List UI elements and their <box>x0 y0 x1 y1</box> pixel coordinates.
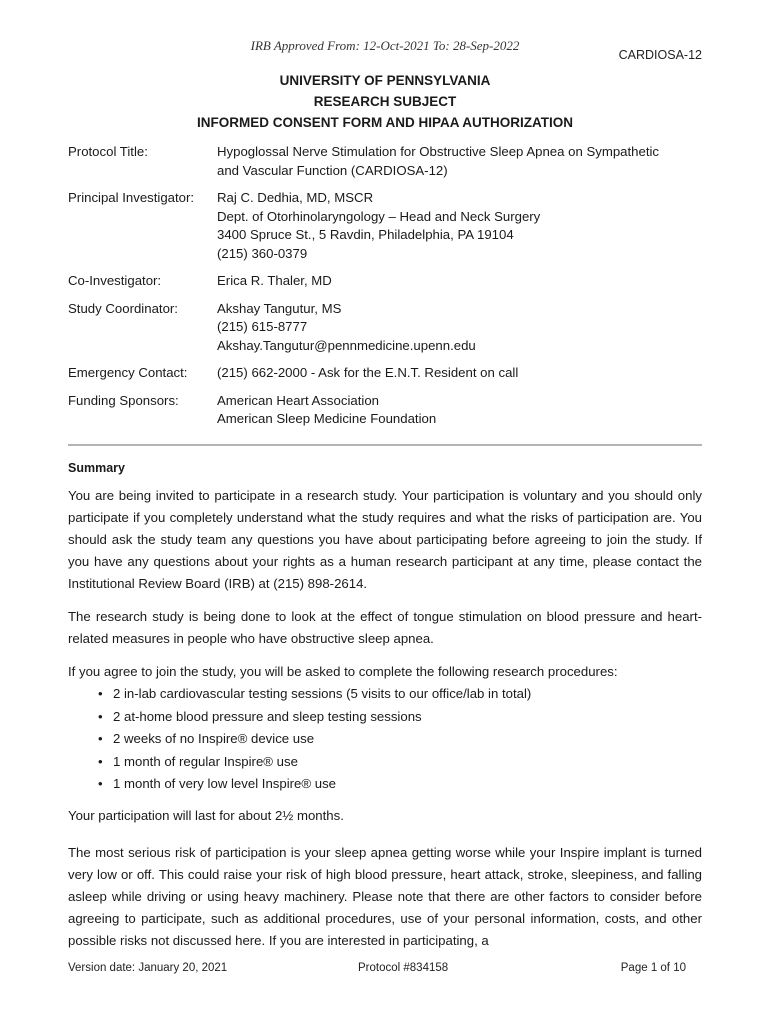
info-line: American Heart Association <box>217 392 379 408</box>
info-row-emergency-contact <box>68 364 708 383</box>
list-item: • 2 in-lab cardiovascular testing sessions (5 visits to our office/lab in total) <box>98 683 702 706</box>
coordinator-email: Akshay.Tangutur@pennmedicine.upenn.edu <box>217 337 476 353</box>
info-line: Hypoglossal Nerve Stimulation for Obstructive Sleep Apnea on Sympathetic <box>217 144 660 159</box>
info-line: (215) 360-0379 <box>217 245 308 261</box>
summary-section <box>68 457 702 963</box>
summary-paragraph: If you agree to join the study, you will be asked to complete the following research procedures: <box>68 664 618 679</box>
info-row-protocol-title <box>68 143 708 180</box>
study-code: CARDIOSA-12 <box>618 48 702 62</box>
info-line: (215) 662-2000 - Ask for the E.N.T. Resident on call <box>217 365 519 380</box>
summary-heading: Summary <box>68 461 125 475</box>
info-value <box>217 392 708 429</box>
footer-version-date: Version date: January 20, 2021 <box>68 962 228 974</box>
info-label: Co-Investigator: <box>68 273 162 288</box>
header-university: UNIVERSITY OF PENNSYLVANIA <box>279 73 491 88</box>
summary-paragraph: The research study is being done to look at the effect of tongue stimulation on blood pressure and heart-related measures in people who have obstructive sleep apnea. <box>68 609 702 646</box>
info-row-study-coordinator <box>68 300 708 356</box>
info-line: Dept. of Otorhinolaryngology – Head and Neck Surgery <box>217 208 541 224</box>
info-value <box>217 143 708 180</box>
list-item: • 2 weeks of no Inspire® device use <box>98 728 702 751</box>
info-row-co-investigator <box>68 272 708 291</box>
summary-paragraph: Your participation will last for about 2½ months. <box>68 807 344 823</box>
footer-page-number: Page 1 of 10 <box>620 962 686 974</box>
info-value <box>217 300 708 356</box>
list-item: • 1 month of very low level Inspire® use <box>98 773 702 796</box>
info-label: Protocol Title: <box>68 144 148 159</box>
info-label: Principal Investigator: <box>68 190 195 205</box>
info-label: Emergency Contact: <box>68 365 188 380</box>
footer-protocol-number: Protocol #834158 <box>358 962 449 974</box>
info-value <box>217 272 708 291</box>
info-line: American Sleep Medicine Foundation <box>217 411 437 426</box>
header-research-subject: RESEARCH SUBJECT <box>313 94 457 109</box>
list-item: • 2 at-home blood pressure and sleep testing sessions <box>98 706 702 729</box>
summary-paragraph: You are being invited to participate in a research study. Your participation is voluntary and you should only participate if you completely understand what the study requires and what the risks of participation are. You should ask the study team any questions you have about participating before agreeing to join the study. If you have any questions about your rights as a human research participant at any time, please contact the Institutional Review Board (IRB) at (215) 898-2614. <box>68 488 702 591</box>
info-line: Akshay Tangutur, MS <box>217 300 342 316</box>
info-row-funding-sponsors <box>68 392 708 429</box>
info-label: Study Coordinator: <box>68 300 178 316</box>
document-header <box>0 70 770 133</box>
info-value <box>217 364 708 383</box>
study-info-block <box>68 143 708 429</box>
info-value <box>217 189 708 263</box>
info-line: (215) 615-8777 <box>217 319 308 334</box>
info-line: and Vascular Function (CARDIOSA-12) <box>217 162 448 178</box>
info-line: Erica R. Thaler, MD <box>217 273 332 288</box>
info-row-principal-investigator <box>68 189 708 263</box>
info-line: 3400 Spruce St., 5 Ravdin, Philadelphia, PA 19104 <box>217 227 514 242</box>
summary-paragraph: The most serious risk of participation is your sleep apnea getting worse while your Inspire implant is turned very low or off. This could raise your risk of high blood pressure, heart attack, stroke, sleepiness, and falling asleep while driving or using heavy machinery. Please note that there are other factors to consider before agreeing to participate, such as additional procedures, use of your personal information, costs, and other possible risks not discussed here. If you are interested in participating, a <box>68 844 702 948</box>
info-line: Raj C. Dedhia, MD, MSCR <box>217 190 374 205</box>
info-label: Funding Sponsors: <box>68 392 179 408</box>
procedures-list <box>68 683 702 796</box>
list-item: • 1 month of regular Inspire® use <box>98 751 702 774</box>
header-form-title: INFORMED CONSENT FORM AND HIPAA AUTHORIZATION <box>197 115 573 130</box>
irb-approval-stamp: IRB Approved From: 12-Oct-2021 To: 28-Sep-2022 <box>250 38 520 53</box>
section-divider <box>68 444 702 446</box>
